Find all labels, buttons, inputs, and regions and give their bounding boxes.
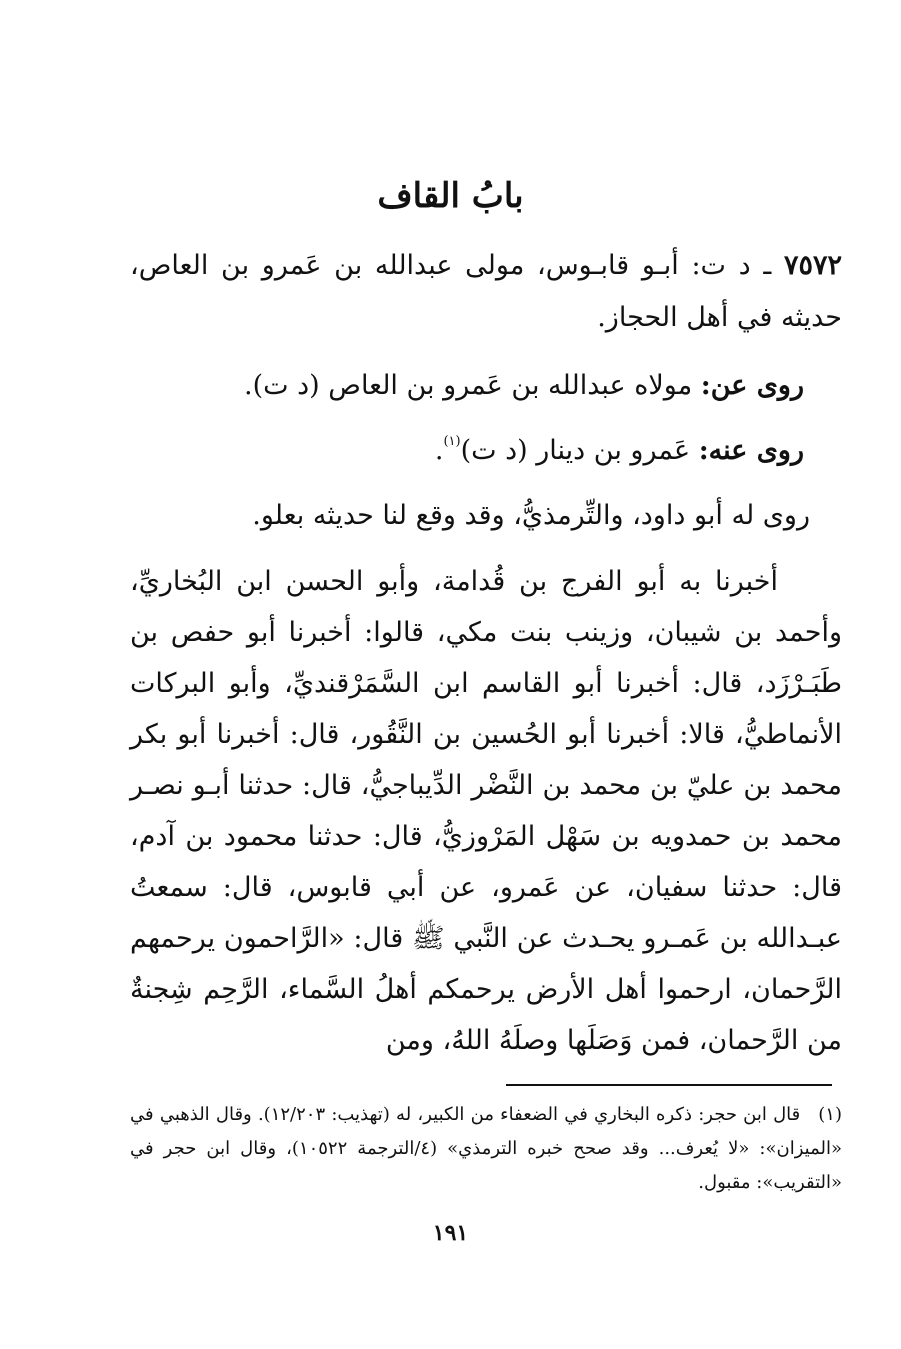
- transmission-note: روى له أبو داود، والتِّرمذيُّ، وقد وقع لنا حديثه بعلو.: [252, 500, 810, 531]
- entry-text: ـ د ت: أبـو قابـوس، مولى عبدالله بن عَمرو بن العاص، حديثه في أهل الحجاز.: [130, 250, 842, 333]
- narrated-from-line: [130, 360, 842, 412]
- footnote: [130, 1098, 842, 1200]
- narrated-by-end: .: [434, 435, 444, 466]
- entry-paragraph: [130, 240, 842, 344]
- narrated-by-line: [130, 425, 842, 477]
- narrated-by-text: عَمرو بن دينار (د ت): [460, 435, 699, 466]
- narrated-from-text: مولاه عبدالله بن عَمرو بن العاص (د ت).: [244, 370, 701, 401]
- page-number: ١٩١: [432, 1220, 469, 1246]
- entry-number: ٧٥٧٢: [783, 250, 842, 281]
- footnote-marker: (١): [818, 1104, 842, 1125]
- narrated-from-label: روى عن:: [700, 370, 804, 401]
- footnote-reference: (١): [443, 434, 461, 449]
- chapter-title: بابُ القاف: [377, 176, 524, 216]
- isnad-paragraph: أخبرنا به أبو الفرج بن قُدامة، وأبو الحسن ابن البُخاريِّ، وأحمد بن شيبان، وزينب بنت مكي، قالوا: أخبرنا أبو حفص بن طَبَـرْزَد، قال: أخبرنا أبو القاسم ابن السَّمَرْقنديِّ، وأبو البركات الأنماطيُّ، قالا: أخبرنا أبو الحُسين بن النَّقُور، قال: أخبرنا أبو بكر محمد بن عليّ بن محمد بن النَّضْر الدِّيباجيُّ، قال: حدثنا أبـو نصـر محمد بن حمدويه بن سَهْل المَرْوزيُّ، قال: حدثنا محمود بن آدم، قال: حدثنا سفيان، عن عَمرو، عن أبي قابوس، قال: سمعتُ عبـدالله بن عَمـرو يحـدث عن النَّبي ﷺ قال: «الرَّاحمون يرحمهم الرَّحمان، ارحموا أهل الأرض يرحمكم أهلُ السَّماء، الرَّحِم شِجنةٌ من الرَّحمان، فمن وَصَلَها وصلَهُ اللهُ، ومن: [130, 566, 842, 1056]
- footnote-divider: [506, 1084, 832, 1086]
- narrated-by-label: روى عنه:: [698, 435, 804, 466]
- footnote-text: قال ابن حجر: ذكره البخاري في الضعفاء من الكبير، له (تهذيب: ١٢/٢٠٣). وقال الذهبي في «الميزان»: «لا يُعرف... وقد صحح خبره الترمذي» (٤/الترجمة ١٠٥٢٢)، وقال ابن حجر في «التقريب»: مقبول.: [130, 1104, 842, 1193]
